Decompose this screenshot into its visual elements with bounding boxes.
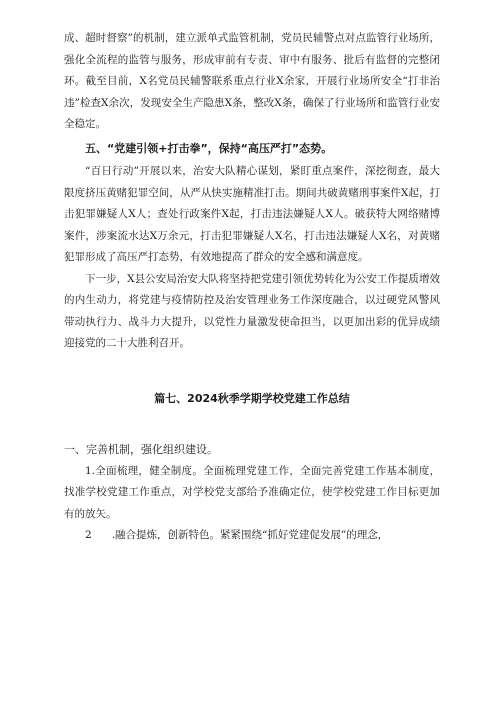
list-item-number: 2: [85, 529, 92, 541]
list-item: [64, 461, 440, 526]
list-item-number: 1: [85, 464, 92, 477]
list-item: [64, 525, 440, 547]
paragraph-supervision: 成、超时督察”的机制，建立派单式监管机制，党员民辅警点对点监管行业场所，强化全流程的监管与服务，形成审前有专责、审中有服务、批后有监督的完整闭环。截至目前，X名党员民辅警联系重点行业X余家，开展行业场所安全“打非治违”检查X余次，发现安全生产隐患X条，整改X条，确保了行业场所和监管行业安全稳定。: [64, 32, 440, 130]
list-item-text: .融合提炼，创新特色。紧紧围绕“抓好党建促发展”的理念，: [111, 529, 389, 541]
paragraph-next-step: 下一步，X县公安局治安大队将坚持把党建引领优势转化为公安工作提质增效的内生动力，将党建与疫情防控及治安管理业务工作深度融合，以过硬党风警风带动执行力、战斗力大提升，以党性力量激发使命担当，以更加出彩的优异成绩迎接党的二十大胜利召开。: [64, 272, 440, 349]
document-body: [64, 28, 440, 547]
chapter-title: 篇七、2024秋季学期学校党建工作总结: [154, 391, 350, 405]
section-heading-one: 一、完善机制，强化组织建设。: [64, 442, 218, 456]
list-item-text: .全面梳理，健全制度。全面梳理党建工作，全面完善党建工作基本制度，找准学校党建工作重点，对学校党支部给予准确定位，使学校党建工作目标更加有的放矢。: [64, 464, 440, 520]
paragraph-crackdown: “百日行动”开展以来，治安大队精心谋划，紧盯重点案件，深挖彻查，最大限度挤压黄赌犯罪空间，从严从快实施精准打击。期间共破黄赌刑事案件X起，打击犯罪嫌疑人X人；查处行政案件X起，打击违法嫌疑人X人。破获特大网络赌博案件，涉案流水达X万余元，打击犯罪嫌疑人X名，打击违法嫌疑人X名，对黄赌犯罪形成了高压严打态势，有效地提高了群众的安全感和满意度。: [64, 165, 440, 263]
section-heading-five: 五、“党建引领+打击拳”，保持“高压严打”态势。: [85, 141, 333, 155]
